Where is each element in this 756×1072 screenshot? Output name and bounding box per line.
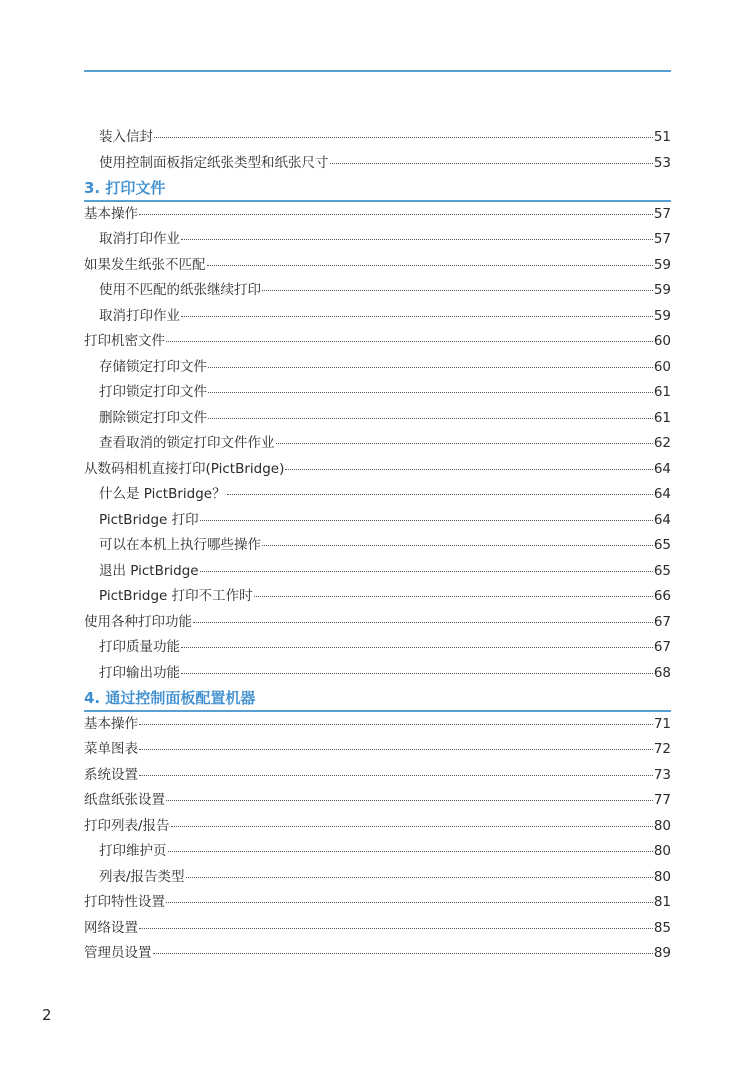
toc-entry-title: 基本操作: [84, 715, 138, 732]
toc-entry-title: 使用各种打印功能: [84, 613, 192, 630]
toc-entry-page: 64: [653, 460, 671, 477]
dot-leader: [181, 673, 653, 674]
toc-entry[interactable]: [84, 355, 671, 381]
toc-entry-title: 取消打印作业: [99, 231, 180, 247]
dot-leader: [200, 520, 653, 521]
toc-entry-page: 66: [653, 588, 671, 604]
toc-entry-page: 85: [653, 919, 671, 936]
dot-leader: [208, 392, 653, 393]
dot-leader: [181, 239, 653, 240]
dot-leader: [154, 137, 653, 138]
toc-entry-page: 64: [653, 511, 671, 528]
dot-leader: [186, 877, 653, 878]
toc-entry-page: 67: [653, 639, 671, 655]
dot-leader: [139, 749, 653, 750]
toc-entry[interactable]: [84, 278, 671, 304]
chapter-heading[interactable]: 4. 通过控制面板配置机器: [84, 686, 671, 712]
dot-leader: [139, 775, 653, 776]
toc-entry[interactable]: [84, 712, 671, 738]
dot-leader: [208, 418, 653, 419]
dot-leader: [207, 265, 653, 266]
toc-entry-page: 71: [653, 715, 671, 732]
toc-entry[interactable]: [84, 227, 671, 253]
toc-entry-title: 管理员设置: [84, 945, 152, 961]
toc-entry[interactable]: [84, 533, 671, 559]
toc-entry-title: PictBridge 打印不工作时: [99, 588, 253, 604]
dot-leader: [254, 596, 653, 597]
dot-leader: [200, 571, 653, 572]
toc-entry[interactable]: [84, 431, 671, 457]
toc-entry-page: 68: [653, 664, 671, 681]
toc-entry[interactable]: [84, 559, 671, 585]
toc-entry-page: 60: [653, 333, 671, 349]
toc-entry-page: 59: [653, 282, 671, 298]
toc-entry-page: 51: [653, 129, 671, 145]
toc-entry-title: 打印特性设置: [84, 894, 165, 910]
toc-entry[interactable]: [84, 890, 671, 916]
toc-entry-page: 73: [653, 766, 671, 783]
dot-leader: [193, 622, 653, 623]
toc-entry[interactable]: [84, 916, 671, 942]
toc-entry-title: 如果发生纸张不匹配: [84, 256, 206, 273]
dot-leader: [262, 545, 653, 546]
dot-leader: [181, 647, 653, 648]
toc-entry-page: 59: [653, 256, 671, 273]
toc-entry-title: 退出 PictBridge: [99, 562, 199, 579]
toc-entry-title: 取消打印作业: [99, 307, 180, 324]
toc-entry[interactable]: [84, 125, 671, 151]
toc-entry-page: 65: [653, 537, 671, 553]
dot-leader: [166, 902, 653, 903]
dot-leader: [276, 443, 653, 444]
toc-entry-title: 装入信封: [99, 129, 153, 145]
toc-entry-title: 存储锁定打印文件: [99, 358, 207, 375]
toc-entry-title: 查看取消的锁定打印文件作业: [99, 435, 275, 451]
toc-entry-page: 80: [653, 868, 671, 885]
dot-leader: [227, 494, 653, 495]
toc-entry[interactable]: [84, 865, 671, 891]
dot-leader: [168, 851, 653, 852]
toc-entry-title: 打印质量功能: [99, 639, 180, 655]
table-of-contents: [84, 125, 671, 967]
toc-entry-title: 使用控制面板指定纸张类型和纸张尺寸: [99, 154, 329, 171]
toc-entry[interactable]: [84, 610, 671, 636]
page-number: 2: [42, 1006, 52, 1024]
toc-entry-page: 62: [653, 435, 671, 451]
toc-entry-page: 60: [653, 358, 671, 375]
toc-entry[interactable]: [84, 635, 671, 661]
toc-entry-page: 72: [653, 741, 671, 757]
toc-entry[interactable]: [84, 763, 671, 789]
dot-leader: [153, 953, 653, 954]
toc-entry-title: 删除锁定打印文件: [99, 409, 207, 426]
toc-entry[interactable]: [84, 814, 671, 840]
dot-leader: [139, 928, 653, 929]
dot-leader: [139, 724, 653, 725]
toc-entry-title: PictBridge 打印: [99, 511, 199, 528]
toc-entry-page: 57: [653, 205, 671, 222]
toc-entry[interactable]: [84, 839, 671, 865]
toc-entry-title: 系统设置: [84, 766, 138, 783]
toc-entry-page: 59: [653, 307, 671, 324]
toc-entry[interactable]: [84, 737, 671, 763]
toc-entry-page: 77: [653, 792, 671, 808]
dot-leader: [208, 367, 653, 368]
toc-entry[interactable]: [84, 584, 671, 610]
chapter-heading[interactable]: 3. 打印文件: [84, 176, 671, 202]
toc-entry-page: 65: [653, 562, 671, 579]
toc-entry-title: 网络设置: [84, 919, 138, 936]
dot-leader: [285, 469, 652, 470]
toc-entry[interactable]: [84, 482, 671, 508]
toc-entry[interactable]: [84, 304, 671, 330]
toc-entry-page: 67: [653, 613, 671, 630]
toc-entry-page: 53: [653, 154, 671, 171]
toc-entry-title: 纸盘纸张设置: [84, 792, 165, 808]
toc-entry[interactable]: [84, 380, 671, 406]
toc-entry-title: 打印输出功能: [99, 664, 180, 681]
toc-entry-page: 61: [653, 384, 671, 400]
toc-entry-title: 基本操作: [84, 205, 138, 222]
toc-entry-title: 菜单图表: [84, 741, 138, 757]
toc-entry-page: 64: [653, 486, 671, 502]
toc-entry[interactable]: [84, 661, 671, 687]
dot-leader: [181, 316, 653, 317]
toc-entry[interactable]: [84, 329, 671, 355]
toc-entry[interactable]: [84, 253, 671, 279]
toc-entry[interactable]: [84, 151, 671, 177]
toc-entry[interactable]: [84, 406, 671, 432]
toc-entry-title: 可以在本机上执行哪些操作: [99, 537, 261, 553]
toc-entry-title: 打印维护页: [99, 843, 167, 859]
toc-entry-title: 打印机密文件: [84, 333, 165, 349]
dot-leader: [171, 826, 653, 827]
toc-entry-title: 列表/报告类型: [99, 868, 185, 885]
header-rule: [84, 70, 671, 72]
toc-entry-title: 从数码相机直接打印(PictBridge): [84, 460, 285, 477]
dot-leader: [166, 800, 653, 801]
dot-leader: [330, 163, 653, 164]
toc-entry[interactable]: [84, 202, 671, 228]
toc-entry-title: 使用不匹配的纸张继续打印: [99, 282, 261, 298]
toc-entry-page: 80: [653, 817, 671, 834]
dot-leader: [139, 214, 653, 215]
toc-entry[interactable]: [84, 508, 671, 534]
toc-entry-title: 打印锁定打印文件: [99, 384, 207, 400]
toc-entry-page: 80: [653, 843, 671, 859]
toc-entry[interactable]: [84, 941, 671, 967]
dot-leader: [166, 341, 653, 342]
toc-entry-title: 打印列表/报告: [84, 817, 170, 834]
toc-entry-page: 89: [653, 945, 671, 961]
toc-entry-page: 61: [653, 409, 671, 426]
toc-entry[interactable]: [84, 788, 671, 814]
dot-leader: [262, 290, 653, 291]
toc-entry-page: 81: [653, 894, 671, 910]
toc-entry-title: 什么是 PictBridge？: [99, 486, 226, 502]
toc-entry[interactable]: [84, 457, 671, 483]
toc-entry-page: 57: [653, 231, 671, 247]
